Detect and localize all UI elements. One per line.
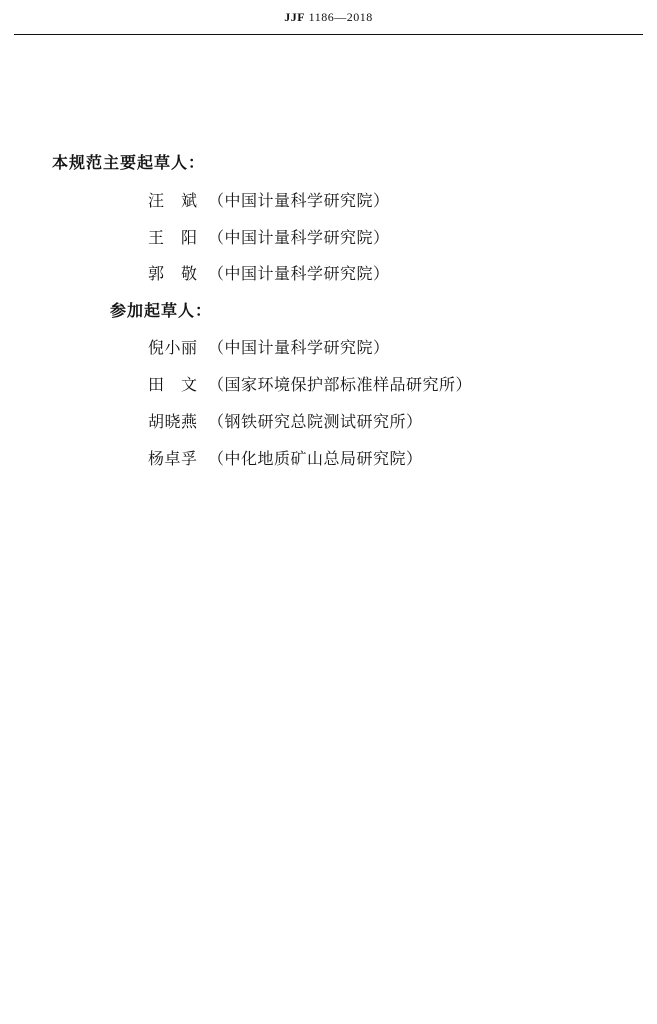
drafter-name: 杨卓孚 (148, 449, 198, 468)
drafter-org: （中化地质矿山总局研究院） (208, 449, 423, 468)
header-rule (14, 34, 643, 35)
drafter-org: （中国计量科学研究院） (208, 191, 390, 210)
drafter-org: （中国计量科学研究院） (208, 264, 390, 283)
main-drafter-1 (148, 188, 390, 211)
drafter-org: （钢铁研究总院测试研究所） (208, 412, 423, 431)
drafter-org: （国家环境保护部标准样品研究所） (208, 375, 473, 394)
participating-drafter-4 (148, 446, 423, 469)
main-drafter-3 (148, 261, 390, 284)
drafter-name: 汪 斌 (148, 191, 198, 210)
page-header (0, 10, 657, 25)
participating-drafter-3 (148, 409, 423, 432)
drafter-name: 王 阳 (148, 228, 198, 247)
main-drafter-2 (148, 225, 390, 248)
drafter-name: 郭 敬 (148, 264, 198, 283)
participating-drafters-title: 参加起草人： (110, 301, 213, 320)
participating-drafter-1 (148, 335, 390, 358)
standard-number: 1186—2018 (308, 10, 373, 24)
participating-drafter-2 (148, 372, 472, 395)
main-drafters-title: 本规范主要起草人： (52, 153, 206, 172)
drafter-org: （中国计量科学研究院） (208, 228, 390, 247)
drafter-name: 田 文 (148, 375, 198, 394)
drafter-name: 倪小丽 (148, 338, 198, 357)
drafter-org: （中国计量科学研究院） (208, 338, 390, 357)
standard-code: JJF (284, 10, 306, 24)
drafter-name: 胡晓燕 (148, 412, 198, 431)
